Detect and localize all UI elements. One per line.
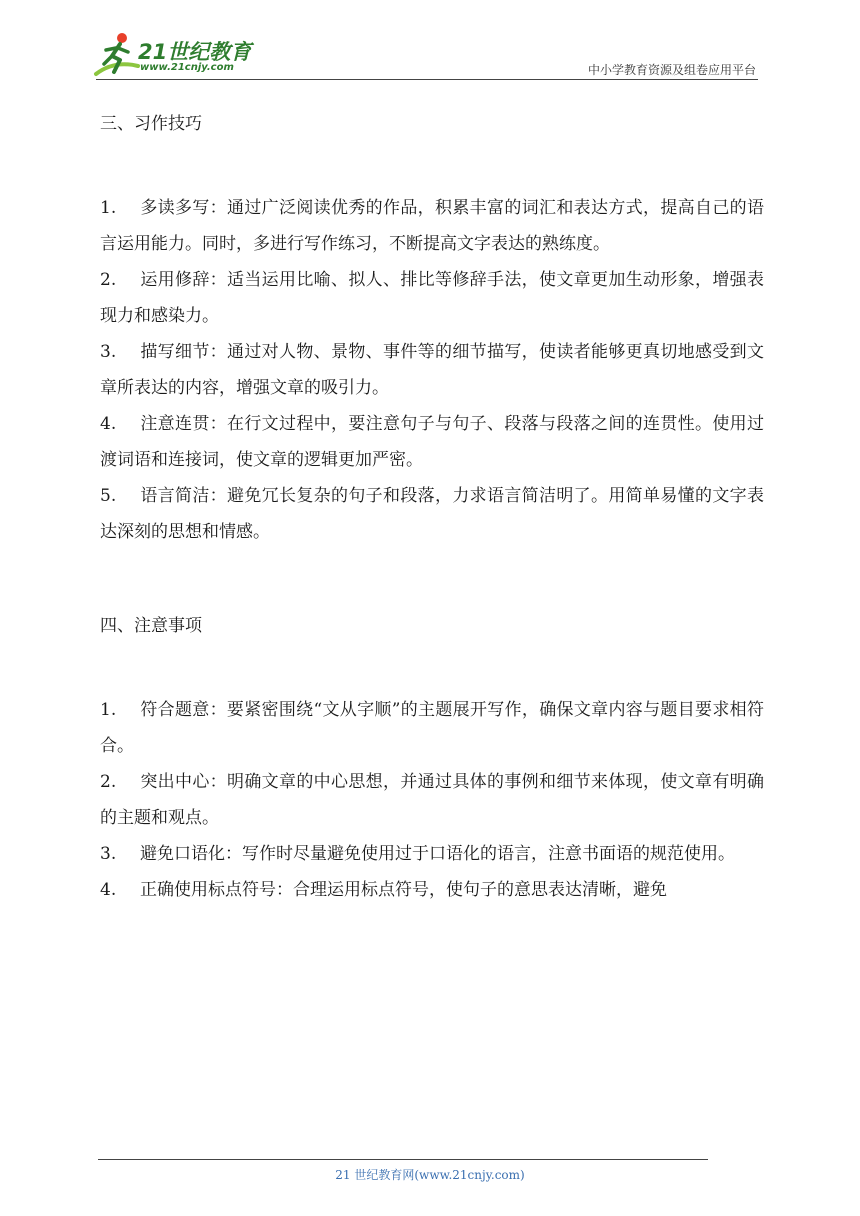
logo-text: 21世纪教育 xyxy=(138,40,252,64)
item-text: 突出中心：明确文章的中心思想，并通过具体的事例和细节来体现，使文章有明确的主题和观点。 xyxy=(100,772,764,828)
list-item xyxy=(100,836,764,872)
list-item xyxy=(100,872,764,908)
item-text: 多读多写：通过广泛阅读优秀的作品，积累丰富的词汇和表达方式，提高自己的语言运用能力。同时，多进行写作练习，不断提高文字表达的熟练度。 xyxy=(100,198,764,254)
list-item xyxy=(100,262,764,334)
item-text: 避免口语化：写作时尽量避免使用过于口语化的语言，注意书面语的规范使用。 xyxy=(140,844,735,864)
item-number: 3. xyxy=(100,844,117,864)
notes-list xyxy=(100,692,764,908)
item-text: 正确使用标点符号：合理运用标点符号，使句子的意思表达清晰，避免 xyxy=(140,880,667,900)
list-item xyxy=(100,334,764,406)
platform-text: 中小学教育资源及组卷应用平台 xyxy=(587,63,756,77)
spacer xyxy=(100,142,764,190)
spacer xyxy=(100,550,764,608)
runner-logo-icon xyxy=(92,30,142,80)
header-divider xyxy=(96,79,758,80)
footer-divider xyxy=(98,1159,708,1160)
list-item xyxy=(100,692,764,764)
item-number: 1. xyxy=(100,198,117,218)
item-number: 1. xyxy=(100,700,117,720)
section-heading-notes: 四、注意事项 xyxy=(100,616,202,636)
item-number: 4. xyxy=(100,880,117,900)
item-text: 语言简洁：避免冗长复杂的句子和段落，力求语言简洁明了。用简单易懂的文字表达深刻的思想和情感。 xyxy=(100,486,764,542)
list-item xyxy=(100,764,764,836)
list-item xyxy=(100,190,764,262)
item-text: 描写细节：通过对人物、景物、事件等的细节描写，使读者能够更真切地感受到文章所表达的内容，增强文章的吸引力。 xyxy=(100,342,764,398)
item-text: 运用修辞：适当运用比喻、拟人、排比等修辞手法，使文章更加生动形象，增强表现力和感染力。 xyxy=(100,270,764,326)
section-heading-skills: 三、习作技巧 xyxy=(100,114,202,134)
item-number: 4. xyxy=(100,414,117,434)
item-number: 2. xyxy=(100,270,117,290)
page-header xyxy=(0,0,860,86)
list-item xyxy=(100,478,764,550)
spacer xyxy=(100,644,764,692)
item-text: 符合题意：要紧密围绕“文从字顺”的主题展开写作，确保文章内容与题目要求相符合。 xyxy=(100,700,764,756)
skills-list xyxy=(100,190,764,550)
logo-url: www.21cnjy.com xyxy=(140,62,234,73)
document-body xyxy=(100,106,764,908)
site-logo[interactable] xyxy=(92,30,262,80)
footer-link[interactable]: 21 世纪教育网(www.21cnjy.com) xyxy=(335,1168,525,1182)
item-number: 2. xyxy=(100,772,117,792)
item-number: 3. xyxy=(100,342,117,362)
item-number: 5. xyxy=(100,486,117,506)
list-item xyxy=(100,406,764,478)
item-text: 注意连贯：在行文过程中，要注意句子与句子、段落与段落之间的连贯性。使用过渡词语和连接词，使文章的逻辑更加严密。 xyxy=(100,414,764,470)
